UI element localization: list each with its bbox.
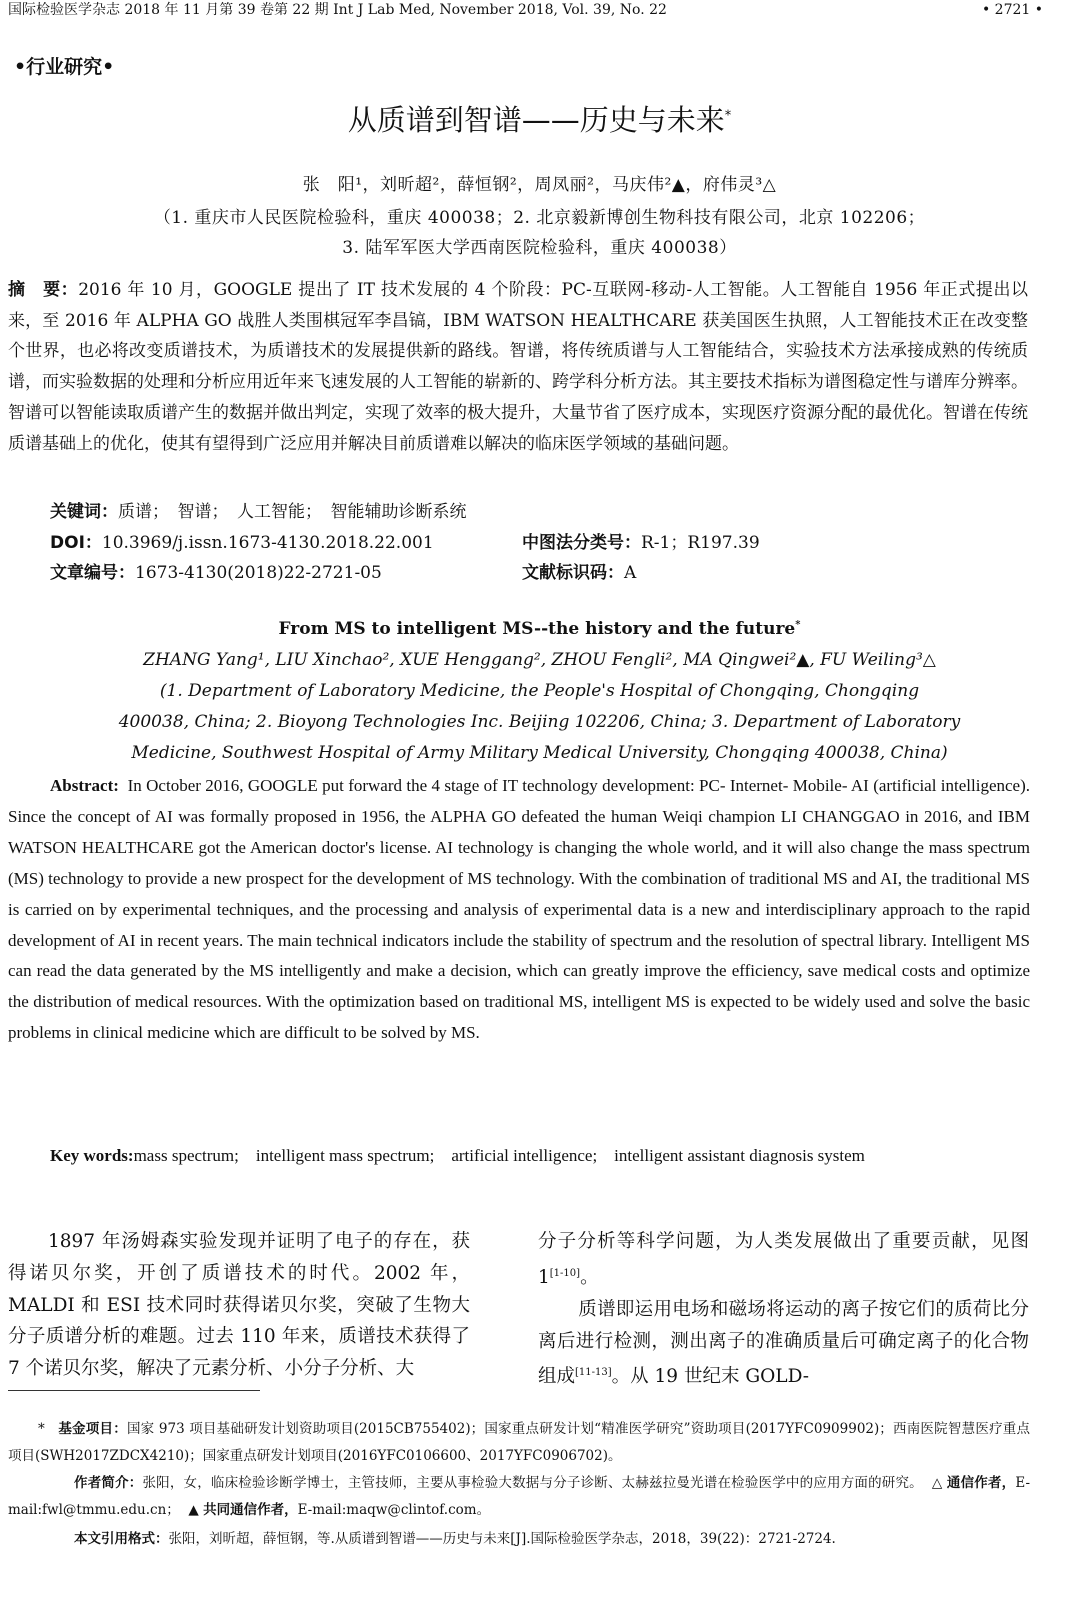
abstract-cn-label: 摘 要： [8,280,79,300]
body-column-left [8,1226,470,1385]
keywords-en [8,1141,1030,1172]
doi-label: DOI： [50,533,102,553]
clc-label: 中图法分类号： [522,533,641,553]
english-title-text: From MS to intelligent MS--the history and the future [278,619,796,639]
funding-mark: * [38,1421,45,1437]
funding-label: 基金项目： [58,1421,127,1437]
affiliation-en-2: 400038, China; 2. Bioyong Technologies Inc. Beijing 102206, China; 3. Department of Laboratory [118,712,961,732]
citation-ref-2: [11-13] [575,1367,612,1379]
keywords-cn-text: 质谱； 智谱； 人工智能； 智能辅助诊断系统 [118,502,467,522]
keywords-en-label: Key words: [50,1146,134,1165]
footnote-divider [8,1390,260,1391]
section-label: •行业研究• [14,56,115,78]
co-corresponding-email: E-mail:maqw@clintof.com。 [297,1502,491,1518]
footnote-citation [8,1526,1030,1553]
abstract-en-text: In October 2016, GOOGLE put forward the 4 stage of IT technology development: PC- Internet- Mobile- AI (artificial intelligence). Since the concept of AI was formally proposed in 1956, the ALPHA GO defeated the human Weiqi champion LI CHANGGAO in 2016, and IBM WATSON HEALTHCARE got the American doctor's license. AI technology is changing the whole world, and it will also change the mass spectrum (MS) technology to provide a new prospect for the development of MS technology. With the combination of traditional MS and AI, the traditional MS is carried on by experimental techniques, and the processing and analysis of experimental data is a new and interdisciplinary approach to the rapid development of AI in recent years. The main technical indicators include the stability of spectrum and the resolution of spectral library. Intelligent MS can read the data generated by the MS intelligently and make a decision, which can greatly improve the efficiency, save medical costs and optimize the distribution of medical resources. With the optimization based on traditional MS, intelligent MS is expected to be widely used and solve the basic problems in clinical medicine which are difficult to be solved by MS. [8,776,1031,1043]
article-number [50,558,382,583]
english-title [0,619,1079,639]
citation-format-text: 张阳，刘昕超，薛恒钢，等.从质谱到智谱——历史与未来[J].国际检验医学杂志，2018，39(22)：2721-2724. [168,1531,836,1547]
co-corresponding-mark: ▲ [188,1502,199,1518]
co-corresponding-label: 共同通信作者， [203,1502,298,1518]
author-bio-label: 作者简介： [74,1475,143,1491]
affiliation-cn-1: （1. 重庆市人民医院检验科，重庆 400038；2. 北京毅新博创生物科技有限公司，北京 102206； [153,208,926,228]
affiliation-cn-2: 3. 陆军军医大学西南医院检验科，重庆 400038） [342,238,737,258]
english-title-mark: * [795,619,801,631]
authors-cn: 张 阳¹，刘昕超²，薛恒钢²，周凤丽²，马庆伟²▲，府伟灵³△ [302,175,777,195]
article-number-label: 文章编号： [50,563,135,583]
clc-number [522,528,760,553]
page-number: • 2721 • [981,2,1043,18]
corresponding-mark: △ [931,1475,943,1491]
abstract-en-label: Abstract: [50,776,119,795]
abstract-cn [8,275,1028,459]
corresponding-email: E-mail:fwl@tmmu.edu.cn； [8,1475,1031,1518]
body-left-text: 1897 年汤姆森实验发现并证明了电子的存在，获得诺贝尔奖，开创了质谱技术的时代。2002 年，MALDI 和 ESI 技术同时获得诺贝尔奖，突破了生物大分子质谱分析的难题。过去 110 年来，质谱技术获得了 7 个诺贝尔奖，解决了元素分析、小分子分析、大 [8,1231,470,1380]
running-header [8,0,1071,24]
keywords-cn-label: 关键词： [50,502,118,522]
abstract-en [8,771,1030,1049]
affiliation-en-3: Medicine, Southwest Hospital of Army Military Medical University, Chongqing 400038, China) [131,743,948,763]
corresponding-label: 通信作者， [946,1475,1016,1491]
citation-format-label: 本文引用格式： [74,1531,169,1547]
affiliation-en-1: (1. Department of Laboratory Medicine, the People's Hospital of Chongqing, Chongqing [159,681,920,701]
footnote-funding [8,1416,1030,1470]
body-column-right [538,1226,1029,1393]
authors-en: ZHANG Yang¹, LIU Xinchao², XUE Henggang², ZHOU Fengli², MA Qingwei²▲, FU Weiling³△ [143,650,936,670]
article-number-value: 1673-4130(2018)22-2721-05 [135,563,382,583]
keywords-en-text: mass spectrum; intelligent mass spectrum; artificial intelligence; intelligent assistant diagnosis system [133,1146,865,1165]
title-footnote-mark: * [724,108,732,124]
funding-text: 国家 973 项目基础研发计划资助项目(2015CB755402)；国家重点研发计划“精准医学研究”资助项目(2017YFC0909902)；西南医院智慧医疗重点项目(SWH2017ZDCX4210)；国家重点研发计划项目(2016YFC0106600、2017YFC0906702)。 [8,1421,1031,1464]
title-text: 从质谱到智谱——历史与未来 [347,103,725,137]
document-code [522,558,636,583]
footnote-author [8,1470,1030,1524]
author-bio-text: 张阳，女，临床检验诊断学博士，主管技师，主要从事检验大数据与分子诊断、太赫兹拉曼光谱在检验医学中的应用方面的研究。 [142,1475,923,1491]
citation-ref-1: [1-10] [549,1267,581,1279]
document-code-label: 文献标识码： [522,563,624,583]
doi-value: 10.3969/j.issn.1673-4130.2018.22.001 [101,533,434,553]
article-title [0,98,1079,139]
clc-value: R-1；R197.39 [641,533,760,553]
abstract-cn-text: 2016 年 10 月，GOOGLE 提出了 IT 技术发展的 4 个阶段：PC-互联网-移动-人工智能。人工智能自 1956 年正式提出以来，至 2016 年 ALPHA GO 战胜人类围棋冠军李昌镐，IBM WATSON HEALTHCARE 获美国医生执照，人工智能技术正在改变整个世界，也必将改变质谱技术，为质谱技术的发展提供新的路线。智谱，将传统质谱与人工智能结合，实验技术方法承接成熟的传统质谱，而实验数据的处理和分析应用近年来飞速发展的人工智能的崭新的、跨学科分析方法。其主要技术指标为谱图稳定性与谱库分辨率。智谱可以智能读取质谱产生的数据并做出判定，实现了效率的极大提升，大量节省了医疗成本，实现医疗资源分配的最优化。智谱在传统质谱基础上的优化，使其有望得到广泛应用并解决目前质谱难以解决的临床医学领域的基础问题。 [8,280,1029,454]
doi [50,528,434,553]
document-code-value: A [624,563,637,583]
body-right-paragraph-1: 分子分析等科学问题，为人类发展做出了重要贡献，见图 1[1-10]。 [538,1231,1029,1288]
journal-citation: 国际检验医学杂志 2018 年 11 月第 39 卷第 22 期 Int J Lab Med, November 2018, Vol. 39, No. 22 [8,2,667,18]
body-right-paragraph-2: 质谱即运用电场和磁场将运动的离子按它们的质荷比分离后进行检测，测出离子的准确质量后可确定离子的化合物组成[11-13]。从 19 世纪末 GOLD- [538,1298,1029,1388]
keywords-cn [50,497,467,522]
